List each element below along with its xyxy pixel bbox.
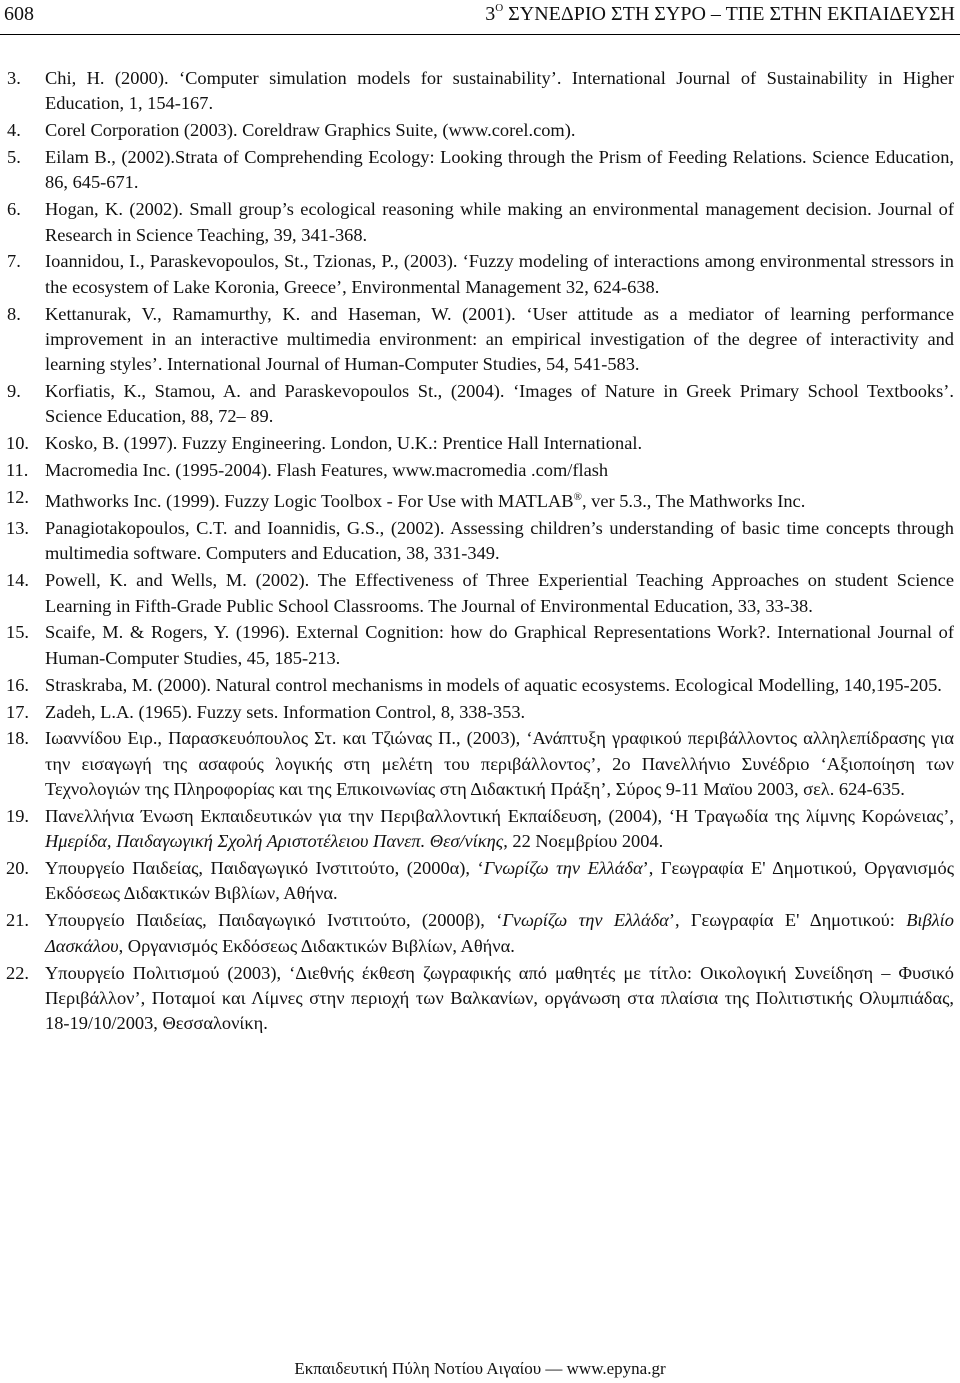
- reference-item: 11. Macromedia Inc. (1995-2004). Flash Features, www.macromedia .com/flash: [6, 460, 609, 481]
- header-rule: [0, 34, 960, 35]
- reference-item: 9. Korfiatis, K., Stamou, A. and Paraskevopoulos St., (2004). ‘Images of Nature in Greek Primary School Textbooks’. Science Education, 88, 72– 89.: [7, 381, 954, 427]
- reference-item: 17. Zadeh, L.A. (1965). Fuzzy sets. Information Control, 8, 338-353.: [6, 701, 526, 722]
- reference-item: 15. Scaife, M. & Rogers, Y. (1996). External Cognition: how do Graphical Representations Work?. International Journal of Human-Computer Studies, 45, 185-213.: [6, 622, 954, 668]
- reference-list: [0, 66, 960, 1038]
- reference-item: 18. Ιωαννίδου Ειρ., Παρασκευόπουλος Στ. και Τζιώνας Π., (2003), ‘Ανάπτυξη γραφικού περιβάλλοντος αλληλεπίδρασης για την εισαγωγή της ασαφούς λογικής στη μελέτη του περιβάλλοντος’, 2ο Πανελλήνιο Συνέδριο ‘Αξιοποίηση των Τεχνολογιών της Πληροφορίας και της Επικοινωνίας στη Διδακτική Πράξη’, Σύρος 9-11 Μαϊου 2003, σελ. 624-635.: [6, 728, 954, 800]
- page-header: [0, 0, 960, 34]
- reference-item: 6. Hogan, K. (2002). Small group’s ecological reasoning while making an environmental management decision. Journal of Research in Science Teaching, 39, 341-368.: [7, 199, 954, 245]
- reference-item: 10. Kosko, B. (1997). Fuzzy Engineering. London, U.K.: Prentice Hall International.: [6, 433, 643, 454]
- reference-item: 4. Corel Corporation (2003). Coreldraw Graphics Suite, (www.corel.com).: [7, 120, 576, 141]
- reference-item: 19. Πανελλήνια Ένωση Εκπαιδευτικών για την Περιβαλλοντική Εκπαίδευση, (2004), ‘Η Τραγωδία της λίμνης Κορώνειας’, Ημερίδα, Παιδαγωγική Σχολή Αριστοτέλειου Πανεπ. Θεσ/νίκης, 22 Νοεμβρίου 2004.: [6, 805, 954, 852]
- reference-item: 5. Eilam B., (2002).Strata of Comprehending Ecology: Looking through the Prism of Feeding Relations. Science Education, 86, 645-671.: [7, 147, 954, 193]
- reference-item: 13. Panagiotakopoulos, C.T. and Ioannidis, G.S., (2002). Assessing children’s understanding of basic time concepts through multimedia software. Computers and Education, 38, 331-349.: [6, 518, 954, 564]
- reference-item: 8. Kettanurak, V., Ramamurthy, K. and Haseman, W. (2001). ‘User attitude as a mediator of learning performance improvement in an interactive multimedia environment: an empirical investigation of the degree of interactivity and learning styles’. International Journal of Human-Computer Studies, 54, 541-583.: [7, 303, 954, 375]
- reference-item: 7. Ioannidou, I., Paraskevopoulos, St., Tzionas, P., (2003). ‘Fuzzy modeling of interactions among environmental stressors in the ecosystem of Lake Koronia, Greece’, Environmental Management 32, 624-638.: [7, 251, 954, 297]
- reference-item: 16. Straskraba, M. (2000). Natural control mechanisms in models of aquatic ecosystems. Ecological Modelling, 140,195-205.: [6, 674, 942, 695]
- running-title: $3^O$ ΣΥΝΕΔΡΙΟ ΣΤΗ ΣΥΡΟ – ΤΠΕ ΣΤΗΝ ΕΚΠΑΙΔΕΥΣΗ: [485, 2, 955, 25]
- reference-item: 22. Υπουργείο Πολιτισμού (2003), ‘Διεθνής έκθεση ζωγραφικής από μαθητές με τίτλο: Οικολογική Συνείδηση – Φυσικό Περιβάλλον’, Ποταμοί και Λίμνες στην περιοχή των Βαλκανίων, οργάνωση στα πλαίσια της Πολιτιστικής Ολυμπιάδας, 18-19/10/2003, Θεσσαλονίκη.: [6, 962, 954, 1034]
- page-footer: Εκπαιδευτική Πύλη Νοτίου Αιγαίου — www.epyna.gr: [294, 1359, 666, 1378]
- reference-item: 20. Υπουργείο Παιδείας, Παιδαγωγικό Ινστιτούτο, (2000α), ‘Γνωρίζω την Ελλάδα’, Γεωγραφία Ε' Δημοτικού, Οργανισμός Εκδόσεως Διδακτικών Βιβλίων, Αθήνα.: [6, 858, 954, 904]
- reference-item: 12. Mathworks Inc. (1999). Fuzzy Logic Toolbox - For Use with MATLAB®, ver 5.3., The Mathworks Inc.: [6, 487, 806, 512]
- reference-item: 14. Powell, K. and Wells, M. (2002). The Effectiveness of Three Experiential Teaching Approaches on student Science Learning in Fifth-Grade Public School Classrooms. The Journal of Environmental Education, 33, 33-38.: [6, 570, 954, 616]
- page-number: 608: [4, 3, 34, 25]
- reference-item: 3. Chi, H. (2000). ‘Computer simulation models for sustainability’. International Journal of Sustainability in Higher Education, 1, 154-167.: [7, 68, 954, 114]
- reference-item: 21. Υπουργείο Παιδείας, Παιδαγωγικό Ινστιτούτο, (2000β), ‘Γνωρίζω την Ελλάδα’, Γεωγραφία Ε' Δημοτικού: Βιβλίο Δασκάλου, Οργανισμός Εκδόσεως Διδακτικών Βιβλίων, Αθήνα.: [6, 910, 954, 956]
